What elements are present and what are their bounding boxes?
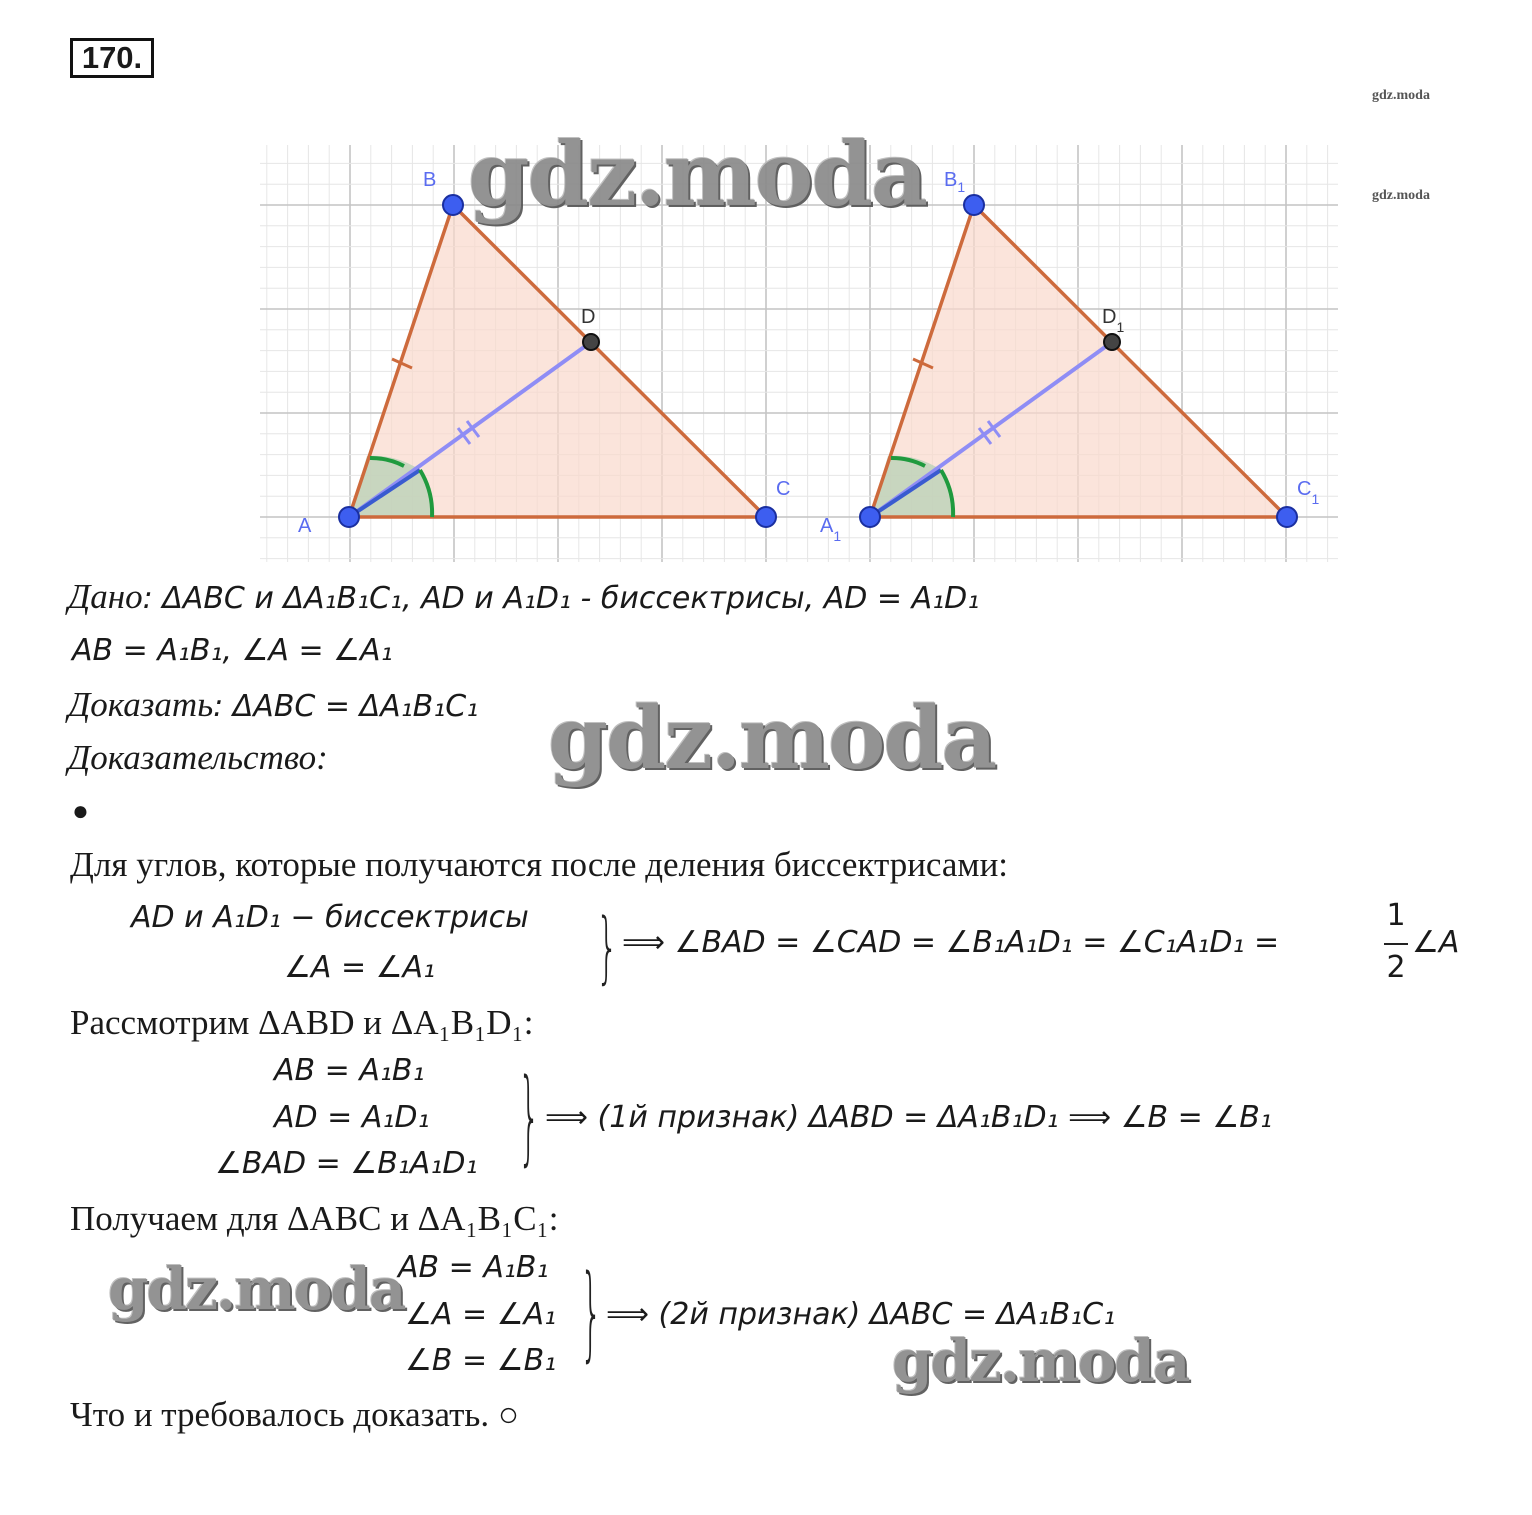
label-a1: $A_1$ [820, 515, 842, 544]
sys1-brace: } [596, 902, 619, 992]
point-d [583, 334, 599, 350]
given-line-1 [68, 577, 979, 617]
sys3-result: ⟹ (2й признак) ΔABC = ΔA₁B₁C₁ [606, 1297, 1116, 1332]
point-b [443, 195, 463, 215]
conclusion-line: Что и требовалось доказать. ○ [70, 1395, 520, 1434]
prove-label: Доказать [68, 685, 214, 724]
sys2-line-3: ∠BAD = ∠B₁A₁D₁ [215, 1146, 478, 1181]
sys1-line-1: AD и A₁D₁ − биссектрисы [131, 900, 529, 935]
watermark-large: gdz.moda [892, 1327, 1189, 1395]
sys3-line-2: ∠A = ∠A₁ [405, 1297, 557, 1332]
watermark-large: gdz.moda [108, 1255, 405, 1323]
sys2-line-2: AD = A₁D₁ [274, 1100, 430, 1135]
point-c [756, 507, 776, 527]
sys1-line-2: ∠A = ∠A₁ [284, 950, 436, 985]
fraction-denominator: 2 [1386, 950, 1406, 985]
watermark-small: gdz.moda [1372, 88, 1430, 103]
label-b1: $B_1$ [944, 169, 966, 195]
sys2-result: ⟹ (1й признак) ΔABD = ΔA₁B₁D₁ ⟹ ∠B = ∠B₁ [545, 1100, 1272, 1135]
fraction-bar [1384, 943, 1408, 945]
watermark-large: gdz.moda [468, 122, 927, 226]
proof-intro: Для углов, которые получаются после деления биссектрисами: [70, 845, 1009, 884]
given-label: Дано [68, 577, 143, 616]
bullet: ● [72, 796, 89, 827]
sys3-line-1: AB = A₁B₁ [398, 1250, 549, 1285]
proof-label: Доказательство: [68, 738, 328, 777]
prove-statement: : ΔABC = ΔA₁B₁C₁ [213, 689, 479, 724]
watermark-large: gdz.moda [548, 688, 996, 789]
point-a1 [860, 507, 880, 527]
watermark-small: gdz.moda [1372, 188, 1430, 203]
label-c1: $C_1$ [1297, 478, 1320, 507]
sys2-brace: } [518, 1057, 541, 1176]
problem-number: 170. [70, 38, 154, 78]
sys2-line-1: AB = A₁B₁ [274, 1053, 425, 1088]
sys1-result-tail: ∠A [1412, 925, 1460, 960]
label-c: C [776, 478, 791, 500]
fraction-numerator: 1 [1386, 898, 1406, 933]
label-a: A [298, 515, 312, 537]
sys3-brace: } [580, 1253, 603, 1372]
point-d1 [1104, 334, 1120, 350]
sys1-result: ⟹ ∠BAD = ∠CAD = ∠B₁A₁D₁ = ∠C₁A₁D₁ = [622, 925, 1280, 960]
obtain-line: Получаем для ΔABC и ΔA₁B₁C₁: [70, 1199, 559, 1238]
sys3-line-3: ∠B = ∠B₁ [405, 1343, 557, 1378]
given-statement: : ΔABC и ΔA₁B₁C₁, AD и A₁D₁ - биссектрисы, AD = A₁D₁ [142, 581, 980, 616]
prove-line [68, 685, 478, 725]
label-d1: $D_1$ [1102, 306, 1125, 335]
point-a [339, 507, 359, 527]
point-b1 [964, 195, 984, 215]
triangles-figure [0, 0, 1532, 570]
point-c1 [1277, 507, 1297, 527]
consider-line: Рассмотрим ΔABD и ΔA₁B₁D₁: [70, 1003, 534, 1042]
label-d: D [581, 306, 596, 328]
given-line-2: AB = A₁B₁, ∠A = ∠A₁ [72, 633, 393, 668]
label-b: B [423, 169, 437, 191]
